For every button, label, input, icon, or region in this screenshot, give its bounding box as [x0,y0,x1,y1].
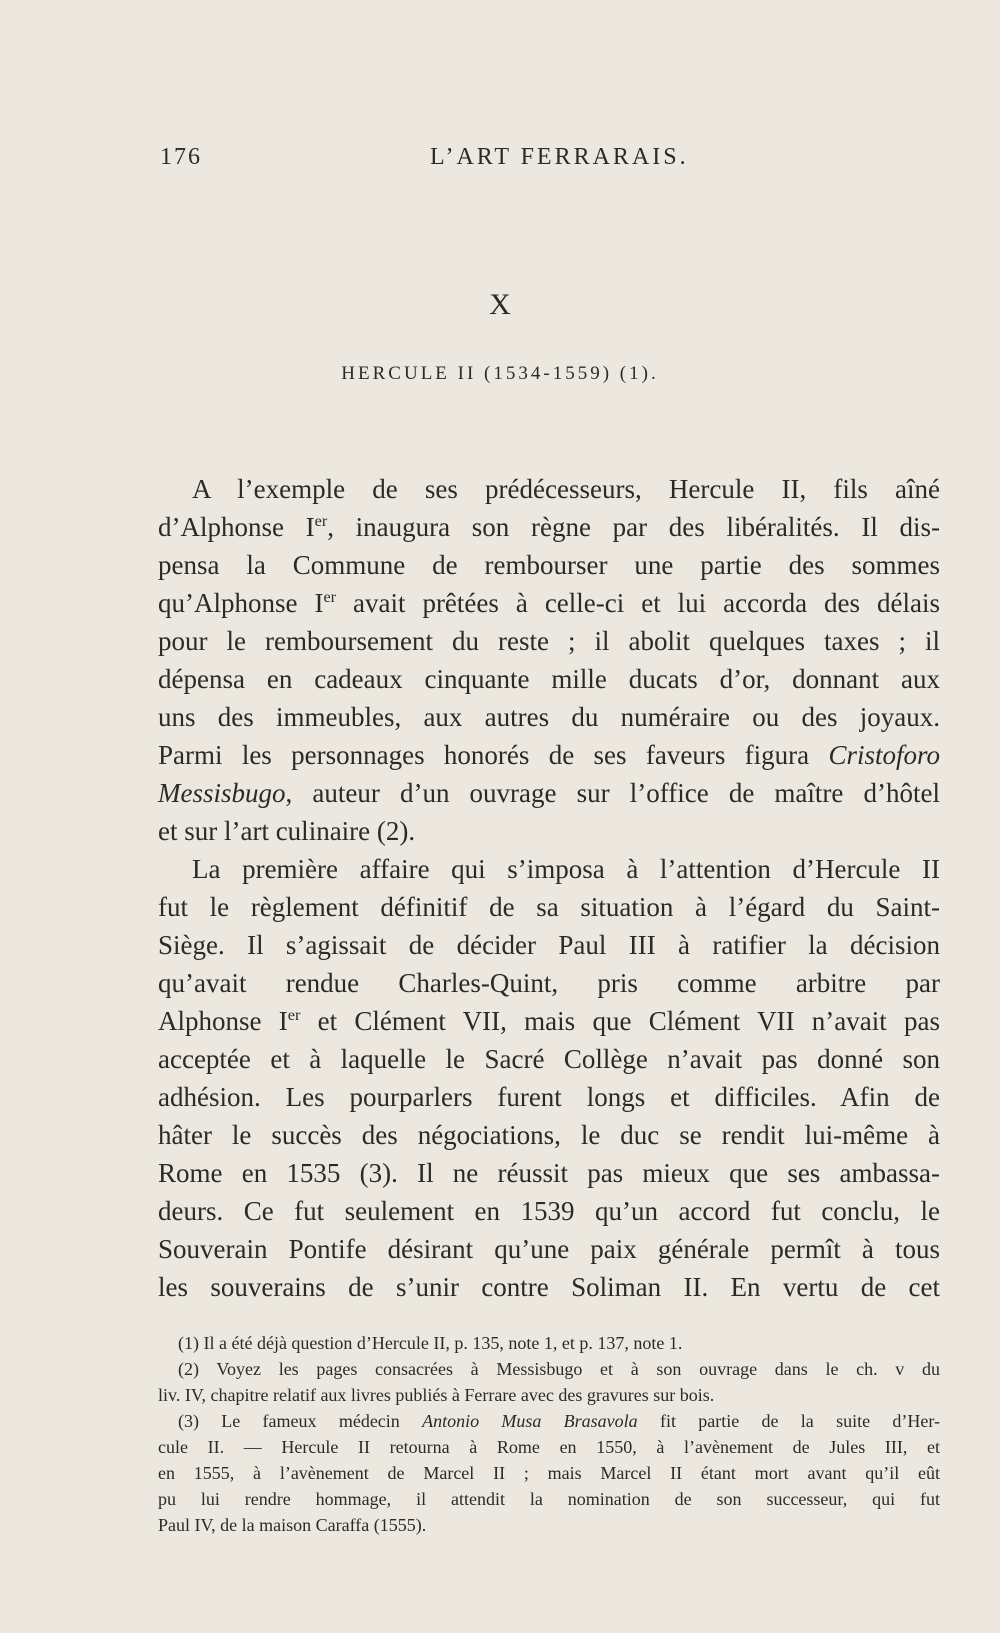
body-line [158,1192,940,1230]
line-text: deurs. Ce fut seulement en 1539 qu’un accord fut conclu, le [158,1196,940,1226]
line-text: Paul IV, de la maison Caraffa (1555). [158,1515,427,1535]
line-text: pu lui rendre hommage, il attendit la nomination de son successeur, qui fut [158,1489,940,1509]
footnotes [158,1330,940,1538]
running-title: L’ART FERRARAIS. [430,144,689,170]
line-text: avait prêtées à celle-ci et lui accorda des délais [336,588,940,618]
line-text: et Clément VII, mais que Clément VII n’avait pas [300,1006,940,1036]
body-line [158,660,940,698]
line-text: (3) Le fameux médecin [178,1411,423,1431]
line-text: dépensa en cadeaux cinquante mille ducats d’or, donnant aux [158,664,940,694]
ordinal-superscript: er [314,512,328,530]
body-line [158,812,940,850]
line-text: cule II. — Hercule II retourna à Rome en 1550, à l’avènement de Jules III, et [158,1437,940,1457]
line-text: Souverain Pontife désirant qu’une paix générale permît à tous [158,1234,940,1264]
italic-name: Messisbugo [158,778,286,808]
body-line [158,736,940,774]
line-text: (2) Voyez les pages consacrées à Messisbugo et à son ouvrage dans le ch. v du [178,1359,940,1379]
line-text: et sur l’art culinaire (2). [158,816,416,846]
footnote-line [158,1512,940,1538]
footnote-line [158,1486,940,1512]
body-line [158,1154,940,1192]
line-text: Rome en 1535 (3). Il ne réussit pas mieux que ses ambassa- [158,1158,940,1188]
body-text [158,470,940,1306]
footnote-line [158,1382,940,1408]
body-line [158,774,940,812]
body-line [158,926,940,964]
line-text: Siège. Il s’agissait de décider Paul III à ratifier la décision [158,930,940,960]
line-text: les souverains de s’unir contre Soliman II. En vertu de cet [158,1272,940,1302]
line-text: liv. IV, chapitre relatif aux livres publiés à Ferrare avec des gravures sur bois. [158,1385,715,1405]
chapter-number: X [489,288,511,321]
ordinal-superscript: er [323,588,337,606]
line-text: La première affaire qui s’imposa à l’attention d’Hercule II [192,854,940,884]
line-text: Alphonse I [158,1006,288,1036]
body-line [158,1078,940,1116]
line-text: d’Alphonse I [158,512,315,542]
footnote-line [158,1356,940,1382]
body-line [158,470,940,508]
line-text: fit partie de la suite d’Her- [637,1411,940,1431]
body-line [158,622,940,660]
line-text: hâter le succès des négociations, le duc se rendit lui-même à [158,1120,940,1150]
line-text: fut le règlement définitif de sa situation à l’égard du Saint- [158,892,940,922]
line-text: qu’Alphonse I [158,588,324,618]
line-text: Parmi les personnages honorés de ses faveurs figura [158,740,829,770]
body-line [158,1040,940,1078]
line-text: (1) Il a été déjà question d’Hercule II, p. 135, note 1, et p. 137, note 1. [178,1333,683,1353]
line-text: en 1555, à l’avènement de Marcel II ; mais Marcel II étant mort avant qu’il eût [158,1463,940,1483]
line-text: , auteur d’un ouvrage sur l’office de maître d’hôtel [285,778,940,808]
italic-name: Antonio Musa Brasavola [422,1411,638,1431]
ordinal-superscript: er [287,1006,301,1024]
body-line [158,1230,940,1268]
line-text: qu’avait rendue Charles-Quint, pris comme arbitre par [158,968,940,998]
line-text: , inaugura son règne par des libéralités. Il dis- [327,512,940,542]
body-line [158,888,940,926]
body-line [158,698,940,736]
body-line [158,584,940,622]
italic-name: Cristoforo [828,740,940,770]
line-text: pensa la Commune de rembourser une partie des sommes [158,550,940,580]
footnote-line [158,1460,940,1486]
body-line [158,508,940,546]
body-line [158,1002,940,1040]
footnote-line [158,1408,940,1434]
line-text: pour le remboursement du reste ; il abolit quelques taxes ; il [158,626,940,656]
footnote-line [158,1434,940,1460]
chapter-title: HERCULE II (1534-1559) (1). [341,363,659,384]
line-text: adhésion. Les pourparlers furent longs et difficiles. Afin de [158,1082,940,1112]
body-line [158,546,940,584]
page-number: 176 [160,144,202,170]
line-text: A l’exemple de ses prédécesseurs, Hercule II, fils aîné [192,474,940,504]
footnote-line [158,1330,940,1356]
body-line [158,1268,940,1306]
line-text: acceptée et à laquelle le Sacré Collège n’avait pas donné son [158,1044,940,1074]
running-header [160,144,940,184]
body-line [158,1116,940,1154]
line-text: uns des immeubles, aux autres du numéraire ou des joyaux. [158,702,940,732]
body-line [158,964,940,1002]
body-line [158,850,940,888]
